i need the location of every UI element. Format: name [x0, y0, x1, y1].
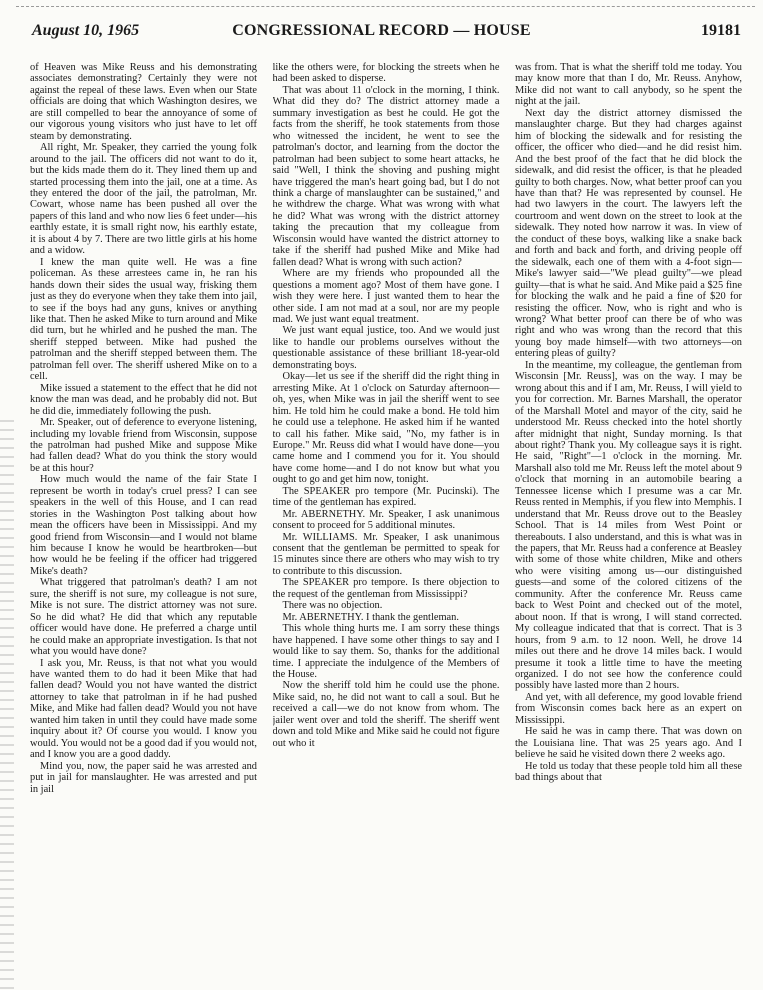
paragraph: I ask you, Mr. Reuss, is that not what you would have wanted them to do had it been Mike that had fallen dead? Would you not have wanted the district attorney to take that patrolman in if he had pushed Mike, and Mike had fallen dead? Would you not have wanted him taken in until they could have made some inquiry about it? Of course you would. I know you would. You would not be a good dad if you would not, and I know you are a good daddy. — [30, 657, 257, 761]
header-date: August 10, 1965 — [32, 22, 140, 39]
column-left — [30, 62, 257, 982]
paragraph: What triggered that patrolman's death? I am not sure, the sheriff is not sure, my colleague is not sure, Mike is not sure. The district attorney was not sure. So he did what? He did that which any reputable officer would have done. He preferred a charge until he could make an appropriate investigation. Is that not what you would have done? — [30, 577, 257, 658]
paragraph: of Heaven was Mike Reuss and his demonstrating associates demonstrating? Certainly they were not against the repeal of these laws. Even when our State officials are doing that which Washington desires, we are still compelled to bear the annoyance of some of our vigorous young visitors who just have to let off steam by demonstrating. — [30, 62, 257, 142]
paragraph: Okay—let us see if the sheriff did the right thing in arresting Mike. At 1 o'clock on Saturday afternoon—oh, yes, when Mike was in jail the sheriff went to see him. He told him he could make a bond. He told him he could use a telephone. He asked him if he wanted to call his father. Mike said, "No, my father is in Europe." Mr. Reuss did what I would have done—you came home and I commend you for it. You should have come home—and I do not know but what you ought to go and get him now, tonight. — [272, 371, 500, 486]
paragraph: Next day the district attorney dismissed the manslaughter charge. But they had charges against him of blocking the sidewalk and for resisting the officer, the officer who died—and he did resist him. And the best proof of the fact that he did block the sidewalk, and did resist the officer, is that he pleaded guilty to both charges. Now, what better proof can you have than that? He was represented by counsel. He had two lawyers in the court. The lawyers left the courtroom and went down on the street to look at the sidewalk. They noted how narrow it was. In view of the conduct of these boys, walking like a snake back and forth and back and forth, and driving people off the sidewalk, each one of them with a 4-foot sign—Mike's lawyer said—"We plead guilty"—we plead guilty—that is what he said. And Mike paid a $25 fine for blocking the walk and he paid a fine of $20 for resisting the officer. Now, who is right and who is wrong? What better proof can there be of who was right and who was wrong than the record that this young boy made himself—with two attorneys—on entering pleas of guilty? — [515, 107, 742, 360]
paragraph: How much would the name of the fair State I represent be worth in today's cruel press? I can see speakers in the well of this House, and I can read stories in the Washington Post talking about how mean the officers have been in Mississippi. And my good friend from Wisconsin—and I would not blame him because I know he would be heartbroken—but how would he be feeling if the officer had triggered Mike's death? — [30, 474, 257, 577]
paragraph: The SPEAKER pro tempore (Mr. Pucinski). The time of the gentleman has expired. — [272, 485, 500, 509]
paragraph: This whole thing hurts me. I am sorry these things have happened. I have some other things to say and I would like to say them. So, thanks for the additional time. I appreciate the indulgence of the Members of the House. — [272, 623, 500, 681]
paragraph: Where are my friends who propounded all the questions a moment ago? Most of them have gone. I wish they were here. I just wanted them to hear the other side. I am not mad at a soul, nor are my people mad. We just want equal treatment. — [272, 268, 500, 325]
paragraph: The SPEAKER pro tempore. Is there objection to the request of the gentleman from Mississippi? — [272, 577, 500, 600]
paragraph: Mr. ABERNETHY. I thank the gentleman. — [282, 611, 459, 623]
top-rule — [16, 6, 755, 7]
page-header — [22, 22, 741, 46]
paragraph: Mr. WILLIAMS. Mr. Speaker, I ask unanimous consent that the gentleman be permitted to speak for 15 minutes since there are others who may wish to try to contribute to this discussion. — [272, 531, 500, 577]
scan-margin-artifact — [0, 420, 14, 990]
column-right — [515, 62, 742, 982]
paragraph: There was no objection. — [282, 600, 383, 612]
paragraph: He told us today that these people told him all these bad things about that — [515, 760, 742, 784]
paragraph: All right, Mr. Speaker, they carried the young folk around to the jail. The officers did not want to do it, but the kids made them do it. They lined them up and started processing them into the jail, one at a time. As they entered the door of the jail, the patrolman, Mr. Cowart, whose name has been pushed all over the papers of this land and who now lies 6 feet under—his earthly estate, it is small right now, his earthly estate, it is about 4 by 7. There are two little girls at his home and a widow. — [30, 142, 257, 257]
header-page-number: 19181 — [701, 22, 741, 39]
paragraph: That was about 11 o'clock in the morning, I think. What did they do? The district attorney made a summary investigation as best he could. He got the facts from the sheriff, he took statements from those who witnessed the incident, he went to see the patrolman's doctor, and learning from the doctor the patrolman had been subject to some heart attacks, he said "Well, I think the shoving and pushing might have triggered the man's heart going bad, but I do not think a charge of manslaughter can be sustained," and he withdrew the charge. What was wrong with what he did? What was wrong with the district attorney taking the precaution that my colleague from Wisconsin would have wanted the district attorney to take if the sheriff had pushed Mike and Mike had fallen dead? What is wrong with such action? — [272, 84, 500, 268]
text-columns — [30, 62, 742, 982]
paragraph: was from. That is what the sheriff told me today. You may know more that than I do, Mr. Reuss. Anyhow, Mike did not want to call anybody, so he spent the night at the jail. — [515, 62, 742, 108]
paragraph: He said he was in camp there. That was down on the Louisiana line. That was 25 years ago. And I believe he said he visited down there 2 weeks ago. — [515, 726, 742, 761]
paragraph: I knew the man quite well. He was a fine policeman. As these arrestees came in, he ran his hands down their sides the usual way, frisking them just as they do everyone when they take them into jail, to see if the boys had any guns, knives or anything like that. Then he asked Mike to turn around and Mike did turn, but he whirled and he pushed the man. The sheriff stepped between. Mike had pushed the patrolman and the sheriff stepped between them. The patrolman fell over. The sheriff ushered Mike on to a cell. — [30, 256, 257, 383]
paragraph: Now the sheriff told him he could use the phone. Mike said, no, he did not want to call a soul. But he received a call—we do not know from whom. The jailer went over and told the sheriff. The sheriff went down and told Mike and Mike said he could not figure out who it — [272, 680, 500, 749]
paragraph: In the meantime, my colleague, the gentleman from Wisconsin [Mr. Reuss], was on the way. I may be wrong about this and if I am, Mr. Reuss, I will yield to you for correction. Mr. Barnes Marshall, the operator of the Marshall Motel and mayor of the city, said he understood Mr. Reuss checked into the hotel shortly after midnight that night, Sunday morning. Is that about right? Thank you. My colleague says it is right. He said, "Right"—1 o'clock in the morning. Mr. Marshall also told me Mr. Reuss left the motel about 9 o'clock that morning in an automobile bearing a Tennessee license which I presume was a car Mr. Reuss rented in Memphis, if you flew into Memphis. I understand that Mr. Reuss drove out to the Beasley School. That is 14 miles from West Point or thereabouts. I also understand, and this is what was in the papers, that Mr. Reuss had a conference at Beasley with some of those white children, Mike and others who were visiting among us—our distinguished guests—and some of the colored citizens of the community. After the conference Mr. Reuss came back to West Point and checked out of the motel, about noon. If that is wrong, I will stand corrected. My colleague indicated that that is correct. That is 3 hours, from 9 a.m. to 12 noon. Well, he drove 14 miles out there and he drove 14 miles back. I would presume it took a little time to have the meeting organized. I do not see how the conference could possibly have lasted more than 2 hours. — [515, 359, 742, 692]
paragraph: Mr. Speaker, out of deference to everyone listening, including my lovable friend from Wisconsin, suppose the patrolman had pushed Mike and suppose Mike had fallen dead? What do you think the story would be at this hour? — [30, 417, 257, 474]
paragraph: And yet, with all deference, my good lovable friend from Wisconsin comes back here as an expert on Mississippi. — [515, 691, 742, 726]
paragraph: Mr. ABERNETHY. Mr. Speaker, I ask unanimous consent to proceed for 5 additional minutes. — [272, 508, 500, 532]
column-middle — [273, 62, 500, 982]
paragraph: Mike issued a statement to the effect that he did not know the man was dead, and he probably did not. But he did die, immediately following the push. — [30, 382, 257, 417]
paragraph: Mind you, now, the paper said he was arrested and put in jail for manslaughter. He was arrested and put in jail — [30, 760, 257, 795]
header-title: CONGRESSIONAL RECORD — HOUSE — [232, 22, 531, 39]
paragraph: like the others were, for blocking the streets when he had been asked to disperse. — [272, 62, 500, 85]
paragraph: We just want equal justice, too. And we would just like to handle our problems ourselves without the questionable assistance of these brilliant 18-year-old demonstrating boys. — [272, 325, 500, 371]
